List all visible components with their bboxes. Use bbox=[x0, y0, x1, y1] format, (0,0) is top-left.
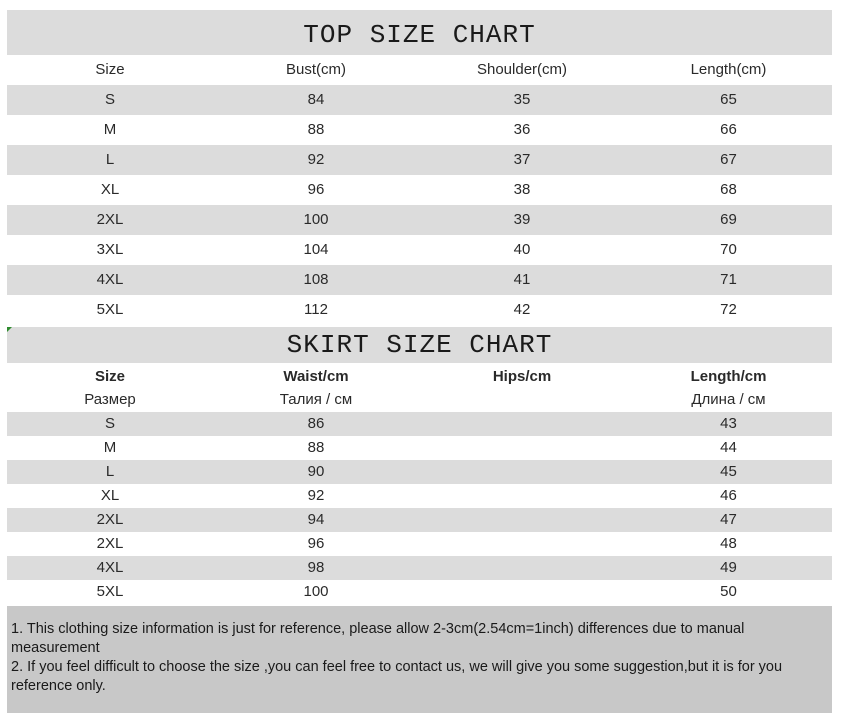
note-2: 2. If you feel difficult to choose the size ,you can feel free to contact us, we will give you some suggestion,but it is for you reference only. bbox=[11, 659, 783, 694]
table-row bbox=[7, 412, 832, 436]
table-cell: M bbox=[103, 439, 117, 456]
table-cell: 46 bbox=[720, 487, 737, 504]
header-size: Size bbox=[95, 61, 125, 78]
table-row bbox=[7, 508, 832, 532]
table-cell: 88 bbox=[307, 121, 325, 138]
table-row bbox=[7, 532, 832, 556]
table-cell: 94 bbox=[307, 511, 325, 528]
table-cell: 2XL bbox=[96, 511, 124, 528]
header-bust: Bust(cm) bbox=[286, 61, 346, 78]
table-cell: 98 bbox=[307, 559, 325, 576]
table-cell: 2XL bbox=[96, 535, 124, 552]
table-row bbox=[7, 205, 832, 235]
table-cell: S bbox=[104, 415, 115, 432]
table-cell: 90 bbox=[307, 463, 325, 480]
table-cell: S bbox=[104, 91, 115, 108]
table-cell: 48 bbox=[720, 535, 737, 552]
table-cell: 38 bbox=[513, 181, 531, 198]
table-cell: 41 bbox=[513, 271, 531, 288]
table-cell: 50 bbox=[720, 583, 737, 600]
table-cell: 3XL bbox=[96, 241, 124, 258]
table-cell: 69 bbox=[720, 211, 737, 228]
table-cell: 100 bbox=[303, 211, 329, 228]
table-cell: 5XL bbox=[96, 301, 124, 318]
table-cell: 72 bbox=[720, 301, 737, 318]
top-chart-title: TOP SIZE CHART bbox=[7, 10, 832, 55]
table-cell: 45 bbox=[720, 463, 737, 480]
table-row bbox=[7, 115, 832, 145]
table-cell: XL bbox=[100, 181, 120, 198]
table-cell: 4XL bbox=[96, 271, 124, 288]
skirt-header-row bbox=[7, 363, 832, 388]
table-cell: 42 bbox=[513, 301, 531, 318]
table-cell: L bbox=[105, 463, 115, 480]
note-1: 1. This clothing size information is just for reference, please allow 2-3cm(2.54cm=1inch) differences due to manual measurement bbox=[11, 621, 745, 656]
table-cell: 65 bbox=[720, 91, 737, 108]
table-row bbox=[7, 175, 832, 205]
corner-mark bbox=[7, 327, 12, 332]
top-header-row bbox=[7, 55, 832, 85]
table-cell: 66 bbox=[720, 121, 737, 138]
table-cell bbox=[419, 556, 625, 580]
table-cell bbox=[419, 436, 625, 460]
table-cell: 35 bbox=[513, 91, 531, 108]
table-row bbox=[7, 295, 832, 325]
size-chart-document bbox=[7, 10, 832, 713]
top-size-chart bbox=[7, 10, 832, 325]
table-cell: 104 bbox=[303, 241, 329, 258]
table-cell: 47 bbox=[720, 511, 737, 528]
table-cell: 2XL bbox=[96, 211, 124, 228]
table-row bbox=[7, 265, 832, 295]
skirt-size-chart bbox=[7, 327, 832, 604]
table-cell: 108 bbox=[303, 271, 329, 288]
table-cell bbox=[419, 412, 625, 436]
table-cell: 71 bbox=[720, 271, 737, 288]
header-length: Length/cm bbox=[690, 368, 767, 385]
table-cell: 92 bbox=[307, 487, 325, 504]
subheader-hips-ru bbox=[419, 388, 625, 412]
table-row bbox=[7, 580, 832, 604]
header-hips: Hips/cm bbox=[492, 368, 552, 385]
table-cell: 5XL bbox=[96, 583, 124, 600]
header-waist: Waist/cm bbox=[283, 368, 349, 385]
table-row bbox=[7, 484, 832, 508]
table-row bbox=[7, 436, 832, 460]
table-cell: 40 bbox=[513, 241, 531, 258]
table-cell: 100 bbox=[303, 583, 329, 600]
subheader-waist-ru: Талия / см bbox=[279, 391, 353, 408]
table-cell bbox=[419, 580, 625, 604]
table-cell: 96 bbox=[307, 181, 325, 198]
table-cell bbox=[419, 532, 625, 556]
table-cell: XL bbox=[100, 487, 120, 504]
subheader-size-ru: Размер bbox=[84, 391, 136, 408]
table-cell: 67 bbox=[720, 151, 737, 168]
table-row bbox=[7, 556, 832, 580]
header-size: Size bbox=[94, 368, 125, 385]
table-cell: 37 bbox=[513, 151, 531, 168]
table-row bbox=[7, 460, 832, 484]
skirt-chart-title-text: SKIRT SIZE CHART bbox=[286, 330, 553, 360]
table-cell: 70 bbox=[720, 241, 737, 258]
table-cell: 49 bbox=[720, 559, 737, 576]
table-cell: 44 bbox=[720, 439, 737, 456]
subheader-length-ru: Длина / см bbox=[691, 391, 766, 408]
table-cell: L bbox=[105, 151, 115, 168]
table-cell: 43 bbox=[720, 415, 737, 432]
table-cell: 92 bbox=[307, 151, 325, 168]
table-cell: 86 bbox=[307, 415, 325, 432]
table-cell: 39 bbox=[513, 211, 531, 228]
header-shoulder: Shoulder(cm) bbox=[476, 61, 568, 78]
table-cell: 36 bbox=[513, 121, 531, 138]
table-cell: 96 bbox=[307, 535, 325, 552]
table-row bbox=[7, 235, 832, 265]
table-cell: M bbox=[103, 121, 117, 138]
table-cell: 4XL bbox=[96, 559, 124, 576]
notes-box bbox=[7, 606, 832, 713]
table-cell bbox=[419, 508, 625, 532]
table-cell: 88 bbox=[307, 439, 325, 456]
top-table-body bbox=[7, 85, 832, 325]
table-cell: 112 bbox=[304, 301, 328, 318]
table-cell: 84 bbox=[307, 91, 325, 108]
skirt-chart-title bbox=[7, 327, 832, 363]
header-length: Length(cm) bbox=[690, 61, 767, 78]
table-row bbox=[7, 145, 832, 175]
skirt-table-body bbox=[7, 412, 832, 604]
table-row bbox=[7, 85, 832, 115]
table-cell bbox=[419, 484, 625, 508]
table-cell bbox=[419, 460, 625, 484]
skirt-subheader-row bbox=[7, 388, 832, 412]
table-cell: 68 bbox=[720, 181, 737, 198]
